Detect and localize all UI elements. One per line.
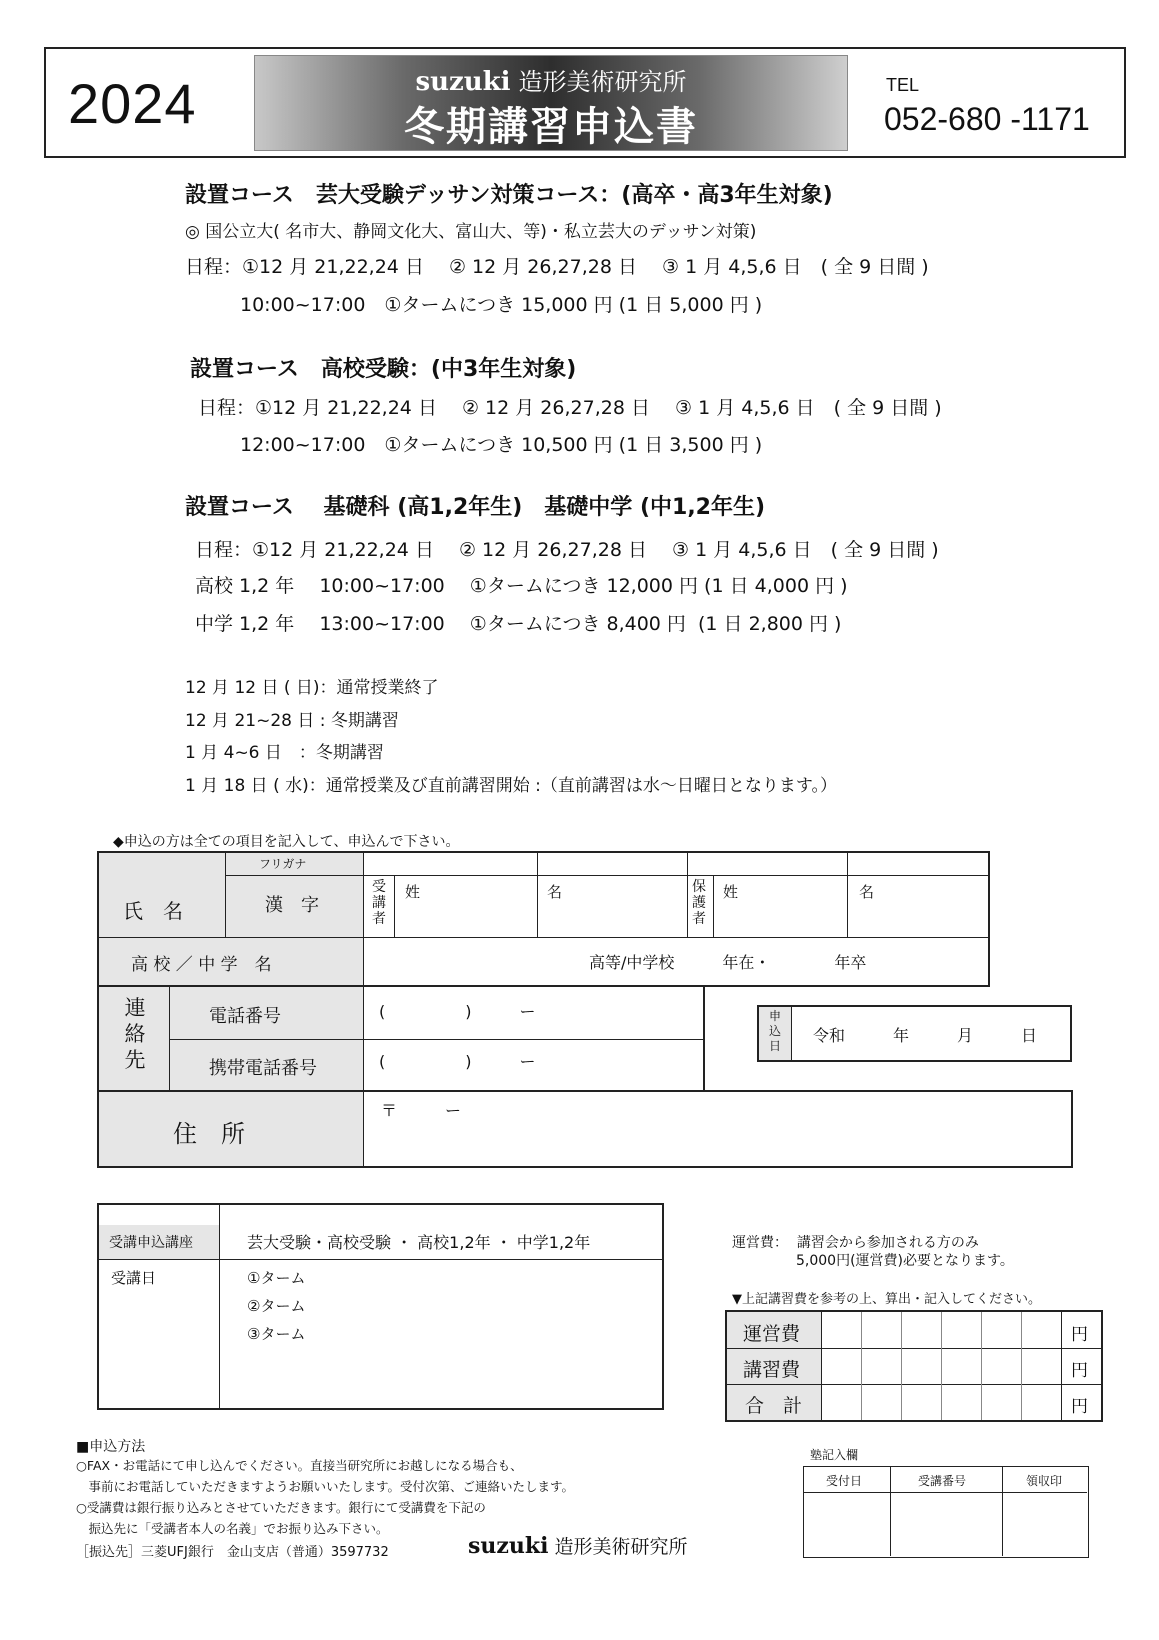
method-heading: ■申込方法 (76, 1439, 146, 1455)
contact-table (97, 985, 705, 1092)
method-line: ○受講費は銀行振り込みとさせていただきます。銀行にて受講費を下記の (76, 1500, 486, 1515)
term-option[interactable]: ②ターム (247, 1297, 306, 1315)
date-label: 受講日 (111, 1269, 157, 1287)
institute-name (255, 62, 847, 97)
guardian-family-name-field[interactable]: 姓 (723, 883, 739, 901)
mobile-field[interactable]: ( ) ー (379, 1052, 536, 1071)
institute-jp: 造形美術研究所 (518, 68, 687, 96)
office-col: 受付日 (826, 1474, 863, 1488)
student-family-name-field[interactable]: 姓 (405, 883, 421, 901)
calendar-item: 1 月 4~6 日 ：冬期講習 (185, 743, 384, 763)
tel-label: TEL (886, 75, 920, 95)
student-given-name-field[interactable]: 名 (547, 883, 563, 901)
fee-note-2: 5,000円(運営費)必要となります。 (796, 1253, 1014, 1269)
method-line: 振込先に「受講者本人の名義」でお振り込み下さい。 (76, 1521, 389, 1536)
address-table (97, 1090, 1073, 1168)
header (44, 47, 1126, 158)
footer-brand: suzuki (468, 1533, 549, 1559)
course2-time-fee: 12:00~17:00 ①タームにつき 10,500 円 (1 日 3,500 円 ) (240, 434, 763, 456)
calendar-item: 12 月 12 日 ( 日)：通常授業終了 (185, 678, 439, 698)
guardian-label: 保護者 (692, 879, 706, 927)
course3-middle: 中学 1,2 年 13:00~17:00 ①タームにつき 8,400 円 (1 日 2,800 円 ) (195, 613, 842, 635)
title-banner (254, 55, 848, 151)
page-title: 冬期講習申込書 (404, 104, 698, 150)
method-line: 事前にお電話していただきますようお願いいたします。受付次第、ご連絡いたします。 (76, 1479, 575, 1494)
course2-schedule: 日程：①12 月 21,22,24 日 ② 12 月 26,27,28 日 ③ 1 月 4,5,6 日 ( 全 9 日間 ) (198, 397, 942, 419)
school-field[interactable]: 高等/中学校 年在・ 年卒 (589, 953, 867, 972)
course-selection-box (97, 1203, 664, 1410)
course2-heading: 設置コース 高校受験：(中3年生対象) (190, 357, 577, 382)
kanji-label: 漢 字 (265, 895, 319, 916)
course3-high: 高校 1,2 年 10:00~17:00 ①タームにつき 12,000 円 (1 日 4,000 円 ) (195, 575, 848, 597)
address-field[interactable]: 〒 ー (381, 1101, 462, 1120)
footer-jp: 造形美術研究所 (554, 1536, 688, 1558)
institute-brand: suzuki (415, 67, 511, 97)
form-instruction: ◆申込の方は全ての項目を記入して、申込んで下さい。 (113, 834, 460, 850)
furigana-label: フリガナ (259, 857, 307, 871)
calendar-item: 12 月 21~28 日 : 冬期講習 (185, 711, 399, 731)
tel-number: 052-680 -1171 (884, 101, 1090, 137)
office-col: 受講番号 (918, 1474, 967, 1488)
course-label: 受講申込講座 (109, 1235, 193, 1251)
course1-heading: 設置コース 芸大受験デッサン対策コース：(高卒・高3年生対象) (185, 183, 833, 208)
contact-label: 連絡先 (124, 996, 146, 1072)
name-label: 氏 名 (123, 899, 183, 923)
apply-date-label: 申込日 (768, 1009, 781, 1053)
phone-field[interactable]: ( ) ー (379, 1002, 536, 1021)
fee-row-label: 運営費 (743, 1323, 801, 1345)
method-line: ○FAX・お電話にて申し込んでください。直接当研究所にお越しになる場合も、 (76, 1458, 523, 1473)
office-col: 領収印 (1026, 1474, 1063, 1488)
year: 2024 (68, 72, 197, 135)
student-label: 受講者 (372, 879, 386, 927)
mobile-label: 携帯電話番号 (209, 1058, 317, 1079)
fee-table (725, 1310, 1103, 1422)
fee-row-label: 講習費 (743, 1359, 801, 1381)
fee-unit: 円 (1071, 1361, 1088, 1381)
course1-schedule: 日程：①12 月 21,22,24 日 ② 12 月 26,27,28 日 ③ 1 月 4,5,6 日 ( 全 9 日間 ) (185, 256, 929, 278)
course-options[interactable]: 芸大受験・高校受験 ・ 高校1,2年 ・ 中学1,2年 (247, 1233, 591, 1252)
term-option[interactable]: ①ターム (247, 1269, 306, 1287)
fee-note-1: 運営費： 講習会から参加される方のみ (732, 1235, 979, 1251)
term-option[interactable]: ③ターム (247, 1325, 306, 1343)
apply-date-field[interactable]: 令和 年 月 日 (813, 1026, 1038, 1045)
name-table (97, 851, 990, 987)
fee-row-label: 合 計 (745, 1395, 803, 1417)
course1-time-fee: 10:00~17:00 ①タームにつき 15,000 円 (1 日 5,000 円 ) (240, 294, 763, 316)
calendar-item: 1 月 18 日 ( 水)：通常授業及び直前講習開始 :（直前講習は水～日曜日となります。） (185, 776, 838, 796)
bank-info: ［振込先］三菱UFJ銀行 金山支店（普通）3597732 (76, 1545, 389, 1560)
phone-label: 電話番号 (209, 1006, 281, 1027)
course1-note: ◎ 国公立大( 名市大、静岡文化大、富山大、等)・私立芸大のデッサン対策) (185, 222, 757, 242)
course3-schedule: 日程：①12 月 21,22,24 日 ② 12 月 26,27,28 日 ③ 1 月 4,5,6 日 ( 全 9 日間 ) (195, 539, 939, 561)
office-label: 塾記入欄 (810, 1448, 859, 1462)
footer-institute (468, 1532, 688, 1559)
school-label: 高 校 ／ 中 学 名 (131, 955, 272, 975)
address-label: 住 所 (173, 1120, 245, 1148)
guardian-given-name-field[interactable]: 名 (859, 883, 875, 901)
office-table (803, 1466, 1089, 1558)
apply-date-box (757, 1005, 1072, 1062)
course3-heading: 設置コース 基礎科 (高1,2年生) 基礎中学 (中1,2年生) (185, 495, 766, 520)
fee-instruction: ▼上記講習費を参考の上、算出・記入してください。 (732, 1292, 1041, 1307)
fee-unit: 円 (1071, 1325, 1088, 1345)
fee-unit: 円 (1071, 1397, 1088, 1417)
